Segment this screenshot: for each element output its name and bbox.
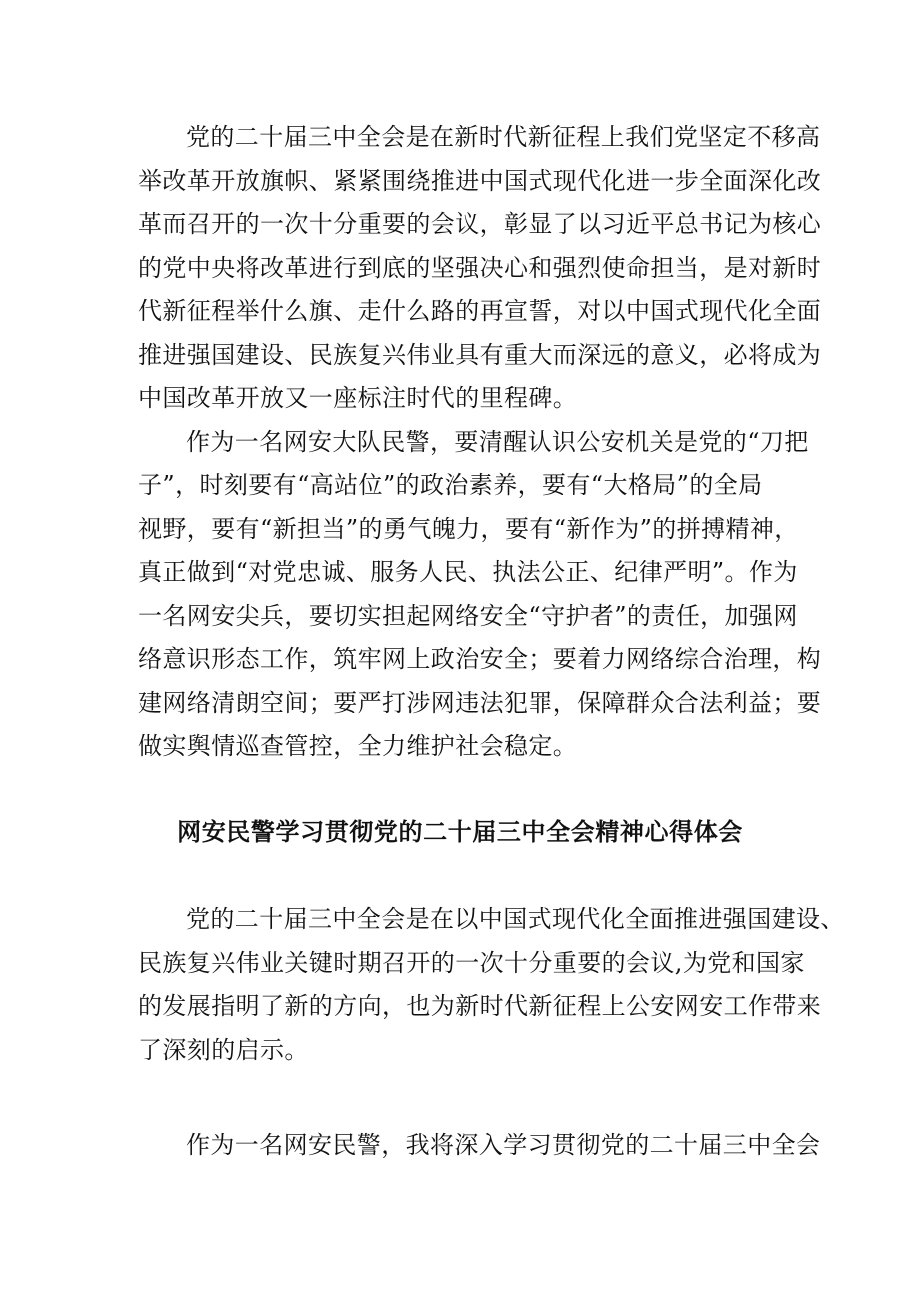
- paragraph-2-line-6: 络意识形态工作，筑牢网上政治安全；要着力网络综合治理，构: [138, 645, 822, 673]
- section-paragraph-1-line-2: 民族复兴伟业关键时期召开的一次十分重要的会议,为党和国家: [138, 949, 805, 977]
- paragraph-1-line-3: 革而召开的一次十分重要的会议，彰显了以习近平总书记为核心: [138, 210, 822, 238]
- section-paragraph-1-line-4: 了深刻的启示。: [138, 1036, 309, 1064]
- section-paragraph-2-line-1: 作为一名网安民警，我将深入学习贯彻党的二十届三中全会: [186, 1131, 821, 1159]
- paragraph-2-line-2: 子”，时刻要有“高站位”的政治素养，要有“大格局”的全局: [138, 471, 763, 499]
- paragraph-2-line-4: 真正做到“对党忠诚、服务人民、执法公正、纪律严明”。作为: [138, 558, 798, 586]
- paragraph-2-line-3: 视野，要有“新担当”的勇气魄力，要有“新作为”的拼搏精神，: [138, 515, 799, 543]
- paragraph-2-line-8: 做实舆情巡查管控，全力维护社会稳定。: [138, 732, 578, 760]
- paragraph-1-line-4: 的党中央将改革进行到底的坚强决心和强烈使命担当，是对新时: [138, 254, 822, 282]
- paragraph-2-line-1: 作为一名网安大队民警，要清醒认识公安机关是党的“刀把: [186, 428, 809, 456]
- section-paragraph-1-line-1: 党的二十届三中全会是在以中国式现代化全面推进强国建设、: [186, 905, 845, 933]
- paragraph-1-line-7: 中国改革开放又一座标注时代的里程碑。: [138, 384, 578, 412]
- section-paragraph-1-line-3: 的发展指明了新的方向，也为新时代新征程上公安网安工作带来: [138, 992, 822, 1020]
- paragraph-2-line-5: 一名网安尖兵，要切实担起网络安全“守护者”的责任，加强网: [138, 602, 798, 630]
- paragraph-1-line-2: 举改革开放旗帜、紧紧围绕推进中国式现代化进一步全面深化改: [138, 167, 822, 195]
- paragraph-2-line-7: 建网络清朗空间；要严打涉网违法犯罪，保障群众合法利益；要: [138, 689, 822, 717]
- paragraph-1-line-5: 代新征程举什么旗、走什么路的再宣誓，对以中国式现代化全面: [138, 297, 822, 325]
- paragraph-1-line-6: 推进强国建设、民族复兴伟业具有重大而深远的意义，必将成为: [138, 341, 822, 369]
- paragraph-1-line-1: 党的二十届三中全会是在新时代新征程上我们党坚定不移高: [186, 123, 821, 151]
- section-title: 网安民警学习贯彻党的二十届三中全会精神心得体会: [177, 817, 743, 846]
